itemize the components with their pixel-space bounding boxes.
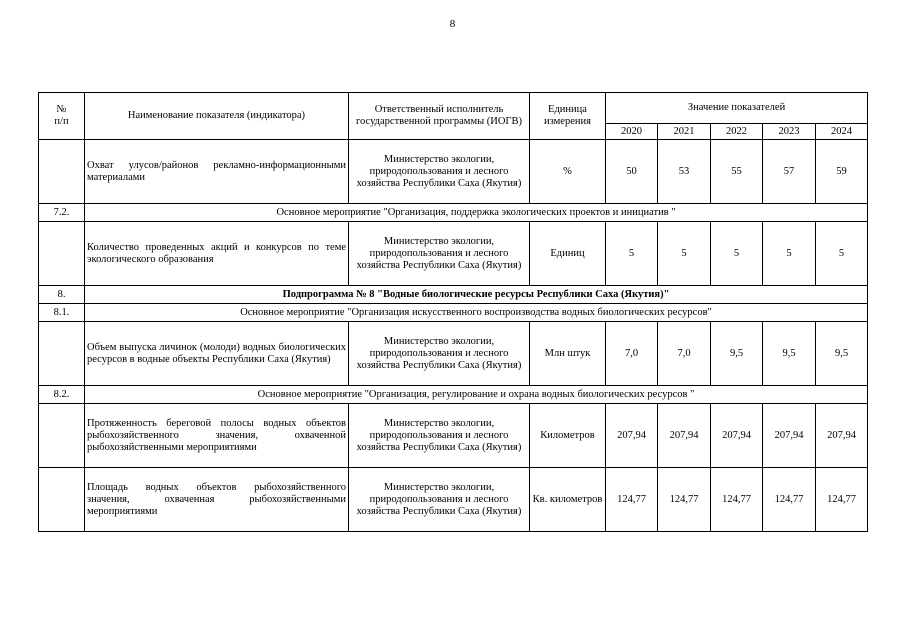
indicator-value: 53: [658, 140, 711, 204]
row-number: [39, 140, 85, 204]
table-row: [39, 322, 868, 386]
section-row: [39, 204, 868, 222]
header-year: 2024: [816, 124, 868, 140]
indicator-value: 124,77: [658, 468, 711, 532]
header-year: 2023: [763, 124, 816, 140]
row-number: [39, 222, 85, 286]
indicator-value: 7,0: [658, 322, 711, 386]
unit-of-measure: Единиц: [530, 222, 606, 286]
indicator-value: 5: [711, 222, 763, 286]
row-number: 8.: [39, 286, 85, 304]
table-row: [39, 404, 868, 468]
subprogram-row: [39, 286, 868, 304]
row-number: 7.2.: [39, 204, 85, 222]
indicator-value: 124,77: [816, 468, 868, 532]
row-number: 8.2.: [39, 386, 85, 404]
header-executor: Ответственный исполнитель государственной программы (ИОГВ): [349, 93, 530, 140]
indicator-name: Протяженность береговой полосы водных объектов рыбохозяйственного значения, охваченной рыбохозяйственными мероприятиями: [85, 404, 349, 468]
table-row: [39, 222, 868, 286]
unit-of-measure: Километров: [530, 404, 606, 468]
row-number: [39, 322, 85, 386]
indicator-value: 5: [658, 222, 711, 286]
indicator-value: 5: [816, 222, 868, 286]
indicator-value: 207,94: [658, 404, 711, 468]
table-row: [39, 468, 868, 532]
header-values-title: Значение показателей: [606, 93, 868, 124]
indicator-value: 9,5: [816, 322, 868, 386]
indicator-name: Объем выпуска личинок (молоди) водных биологических ресурсов в водные объекты Республики Саха (Якутия): [85, 322, 349, 386]
indicator-value: 207,94: [763, 404, 816, 468]
indicators-table: [38, 92, 868, 532]
indicator-value: 9,5: [711, 322, 763, 386]
section-title: Основное мероприятие "Организация, поддержка экологических проектов и инициатив ": [85, 204, 868, 222]
responsible-executor: Министерство экологии, природопользования и лесного хозяйства Республики Саха (Якутия): [349, 222, 530, 286]
indicator-value: 7,0: [606, 322, 658, 386]
indicator-value: 55: [711, 140, 763, 204]
row-number: 8.1.: [39, 304, 85, 322]
responsible-executor: Министерство экологии, природопользования и лесного хозяйства Республики Саха (Якутия): [349, 404, 530, 468]
section-title: Основное мероприятие "Организация искусственного воспроизводства водных биологических ресурсов": [85, 304, 868, 322]
header-year: 2021: [658, 124, 711, 140]
indicator-value: 207,94: [816, 404, 868, 468]
unit-of-measure: Млн штук: [530, 322, 606, 386]
unit-of-measure: %: [530, 140, 606, 204]
responsible-executor: Министерство экологии, природопользования и лесного хозяйства Республики Саха (Якутия): [349, 468, 530, 532]
header-year: 2020: [606, 124, 658, 140]
indicator-value: 124,77: [763, 468, 816, 532]
indicator-value: 5: [763, 222, 816, 286]
table-header-row: [39, 93, 868, 124]
page-number: 8: [449, 18, 456, 30]
section-title: Основное мероприятие "Организация, регулирование и охрана водных биологических ресурсов ": [85, 386, 868, 404]
header-name: Наименование показателя (индикатора): [85, 93, 349, 140]
indicator-name: Количество проведенных акций и конкурсов по теме экологического образования: [85, 222, 349, 286]
indicator-name: Площадь водных объектов рыбохозяйственного значения, охваченная рыбохозяйственными мероприятиями: [85, 468, 349, 532]
indicator-value: 5: [606, 222, 658, 286]
subprogram-title: Подпрограмма № 8 "Водные биологические ресурсы Республики Саха (Якутия)": [85, 286, 868, 304]
row-number: [39, 468, 85, 532]
table-row: [39, 140, 868, 204]
section-row: [39, 304, 868, 322]
indicator-value: 59: [816, 140, 868, 204]
indicator-value: 207,94: [606, 404, 658, 468]
responsible-executor: Министерство экологии, природопользования и лесного хозяйства Республики Саха (Якутия): [349, 322, 530, 386]
indicator-value: 124,77: [711, 468, 763, 532]
indicator-value: 9,5: [763, 322, 816, 386]
responsible-executor: Министерство экологии, природопользования и лесного хозяйства Республики Саха (Якутия): [349, 140, 530, 204]
header-year: 2022: [711, 124, 763, 140]
row-number: [39, 404, 85, 468]
unit-of-measure: Кв. километров: [530, 468, 606, 532]
header-unit: Единица измерения: [530, 93, 606, 140]
indicator-value: 50: [606, 140, 658, 204]
header-num: № п/п: [39, 93, 85, 140]
indicator-value: 57: [763, 140, 816, 204]
indicator-value: 207,94: [711, 404, 763, 468]
section-row: [39, 386, 868, 404]
indicator-name: Охват улусов/районов рекламно-информационными материалами: [85, 140, 349, 204]
indicator-value: 124,77: [606, 468, 658, 532]
